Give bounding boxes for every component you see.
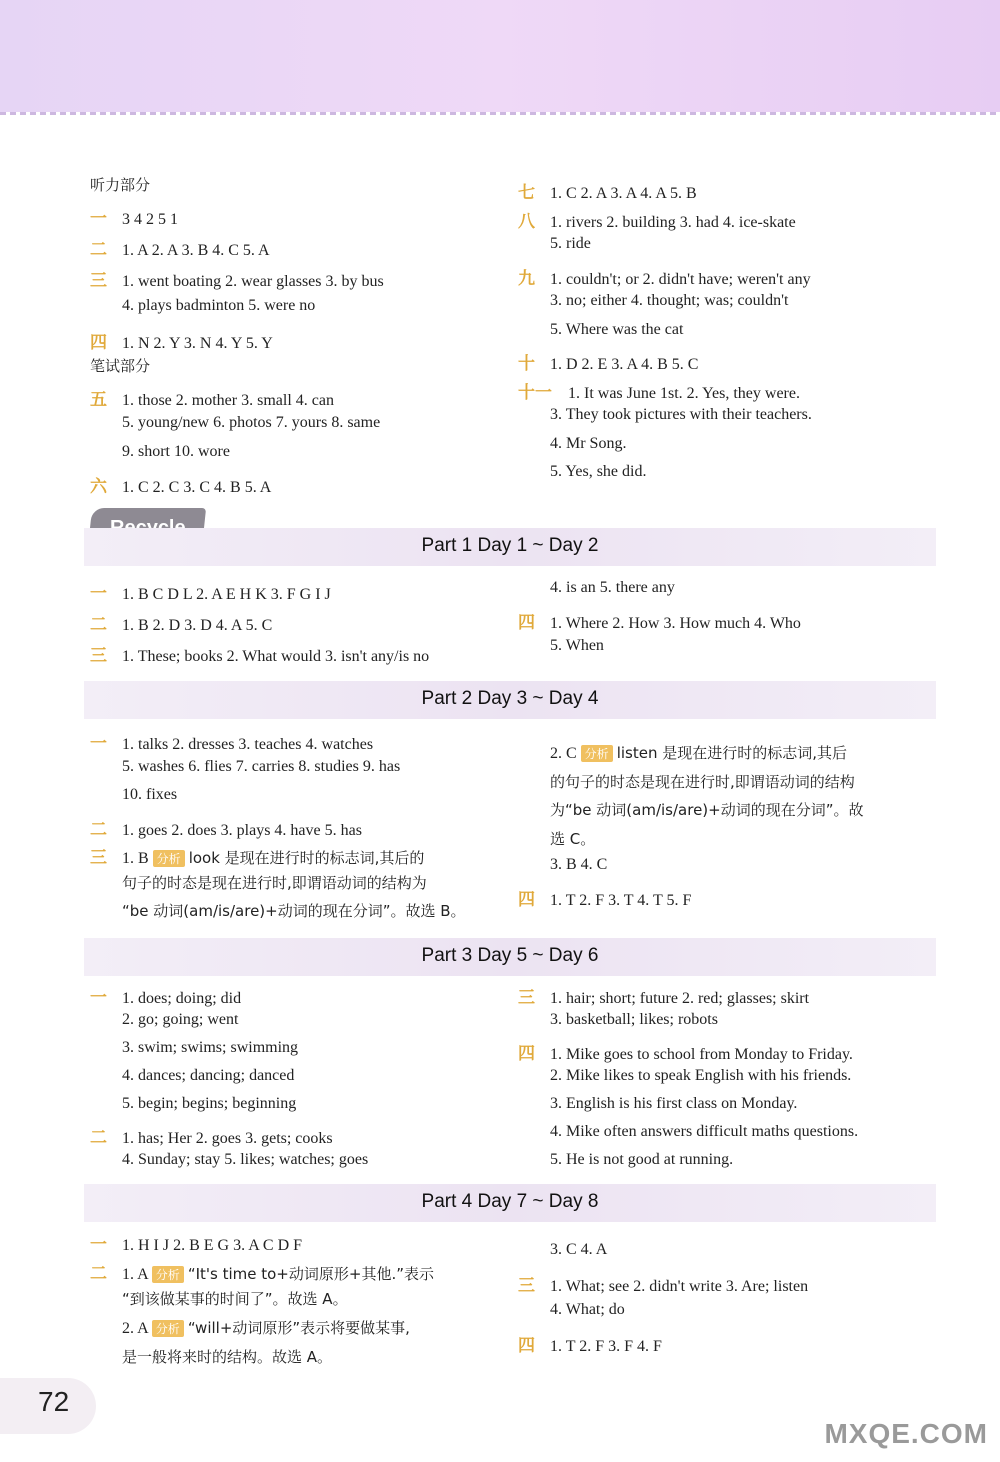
section-marker: 三 (90, 848, 107, 868)
answer-text: 4. Sunday; stay 5. likes; watches; goes (122, 1151, 369, 1168)
answer-text: 为“be 动词(am/is/are)+动词的现在分词”。故 (550, 801, 864, 819)
analysis-tag: 分析 (581, 745, 613, 762)
answer-line (90, 472, 271, 497)
listening-heading: 听力部分 (90, 176, 151, 194)
answer-text: “到该做某事的时间了”。故选 A。 (122, 1290, 348, 1308)
part2-title: Part 2 Day 3 ~ Day 4 (421, 688, 599, 709)
part4-bar (84, 1184, 936, 1222)
answer-text: “be 动词(am/is/are)+动词的现在分词”。故选 B。 (122, 902, 466, 920)
section-marker: 一 (90, 734, 107, 754)
answer-line (518, 1039, 853, 1064)
answer-line (518, 1067, 851, 1085)
section-marker: 十 (518, 354, 535, 374)
section-marker: 一 (90, 209, 107, 229)
answer-line (518, 1331, 662, 1356)
section-marker: 一 (90, 1235, 107, 1255)
answer-text: 1. A 2. A 3. B 4. C 5. A (122, 242, 270, 259)
answer-line (518, 435, 626, 453)
answer-line (518, 1301, 625, 1319)
answer-text: 3. English is his first class on Monday. (550, 1095, 798, 1112)
answer-text: 1. rivers 2. building 3. had 4. ice-skate (550, 213, 796, 231)
answer-text: 5. ride (550, 235, 591, 252)
answer-text: 5. washes 6. flies 7. carries 8. studies 9. has (122, 757, 401, 775)
analysis-tag: 分析 (152, 1266, 184, 1283)
answer-text: 5. When (550, 637, 604, 654)
answer-text: 10. fixes (122, 786, 178, 803)
answer-text: 3. basketball; likes; robots (550, 1011, 718, 1028)
answer-text: 1. A (122, 1266, 148, 1283)
answer-line (518, 1151, 733, 1169)
answer-text: 5. Where was the cat (550, 320, 684, 338)
answer-line (90, 1259, 434, 1284)
answer-text: 5. young/new 6. photos 7. yours 8. same (122, 414, 381, 431)
answer-text: 4. Mike often answers difficult maths questions. (550, 1123, 859, 1140)
answer-text: 4. dances; dancing; danced (122, 1067, 295, 1084)
answer-line (90, 266, 384, 291)
answer-line (518, 207, 796, 232)
answer-line (518, 1123, 858, 1141)
answer-line (90, 1230, 302, 1255)
answer-line (90, 843, 424, 868)
answer-text: 是一般将来时的结构。故选 A。 (122, 1348, 333, 1366)
section-marker: 三 (518, 1276, 535, 1296)
answer-text: 选 C。 (550, 829, 596, 848)
answer-text: 4. What; do (550, 1301, 625, 1318)
answer-text: 3. swim; swims; swimming (122, 1039, 299, 1056)
answer-line (90, 443, 230, 461)
answer-line (518, 1095, 797, 1113)
answer-text: 1. It was June 1st. 2. Yes, they were. (568, 384, 800, 402)
answer-text: 的句子的时态是现在进行时,即谓语动词的结构 (550, 772, 855, 791)
answer-line (518, 856, 607, 874)
answer-line (90, 610, 272, 635)
section-marker: 八 (518, 211, 535, 232)
answer-text: 1. B (122, 850, 149, 867)
answer-line (90, 729, 373, 754)
answer-text: 1. hair; short; future 2. red; glasses; skirt (550, 990, 810, 1007)
section-marker: 二 (90, 819, 107, 840)
answer-line (518, 321, 683, 339)
section-marker: 四 (518, 1044, 535, 1064)
part2-bar (84, 681, 936, 719)
answer-line (518, 264, 811, 289)
answer-line (90, 297, 315, 315)
analysis-tag: 分析 (153, 850, 185, 867)
answer-text: 2. Mike likes to speak English with his friends. (550, 1067, 852, 1084)
answer-text: 5. Yes, she did. (550, 463, 647, 480)
answer-text: 1. N 2. Y 3. N 4. Y 5. Y (122, 335, 273, 352)
answer-line (90, 1346, 332, 1367)
section-marker: 三 (518, 988, 535, 1008)
section-marker: 九 (518, 268, 535, 289)
answer-text: 9. short 10. wore (122, 443, 230, 460)
analysis-note: “It's time to+动词原形+其他.”表示 (187, 1265, 434, 1283)
answer-text: 1. Where 2. How 3. How much 4. Who (550, 615, 801, 632)
section-marker: 一 (90, 988, 107, 1008)
section-marker: 一 (90, 584, 107, 604)
part1-title: Part 1 Day 1 ~ Day 2 (421, 535, 599, 556)
section-marker: 四 (518, 889, 535, 910)
answer-line (90, 1288, 348, 1309)
answer-text: 1. H I J 2. B E G 3. A C D F (122, 1237, 303, 1254)
answer-text: 1. goes 2. does 3. plays 4. have 5. has (122, 821, 362, 839)
answer-line (518, 799, 864, 820)
section-marker: 二 (90, 615, 107, 635)
section-marker: 二 (90, 1128, 107, 1148)
answer-text: 1. does; doing; did (122, 990, 242, 1007)
answer-line (518, 579, 675, 597)
answer-text: 1. T 2. F 3. F 4. F (550, 1338, 662, 1355)
answer-line (518, 1241, 607, 1259)
answer-text: 1. talks 2. dresses 3. teaches 4. watches (122, 736, 374, 753)
answer-line (90, 758, 400, 776)
answer-line (518, 292, 788, 310)
answer-line (90, 1067, 294, 1085)
answer-line (90, 815, 362, 840)
answer-text: 3. They took pictures with their teachers. (550, 406, 812, 423)
answer-text: 2. go; going; went (122, 1011, 239, 1028)
answer-line (518, 378, 800, 403)
section-marker: 三 (90, 271, 107, 291)
section-marker: 十一 (518, 382, 552, 403)
section-marker: 四 (518, 1336, 535, 1356)
part4-title: Part 4 Day 7 ~ Day 8 (421, 1191, 599, 1212)
answer-text: 1. went boating 2. wear glasses 3. by bus (122, 273, 384, 290)
answer-line (90, 786, 177, 804)
answer-line (90, 328, 273, 353)
answer-line (90, 204, 178, 229)
answer-text: 5. begin; begins; beginning (122, 1095, 297, 1112)
answer-text: 3. no; either 4. thought; was; couldn't (550, 292, 789, 309)
part1-bar (84, 528, 936, 566)
answer-text: 4. is an 5. there any (550, 579, 675, 596)
answer-text: 1. B 2. D 3. D 4. A 5. C (122, 617, 273, 634)
answer-text: 1. B C D L 2. A E H K 3. F G I J (122, 586, 331, 603)
answer-text: 2. C (550, 745, 577, 762)
answer-line (90, 872, 427, 893)
answer-line (518, 983, 809, 1008)
section-marker: 四 (518, 613, 535, 633)
answer-text: 3. C 4. A (550, 1241, 608, 1258)
section-marker: 七 (518, 183, 535, 203)
answer-line (90, 235, 270, 260)
answer-line (518, 828, 595, 849)
answer-line (90, 579, 331, 604)
analysis-note: look 是现在进行时的标志词,其后的 (188, 849, 425, 867)
written-heading: 笔试部分 (90, 357, 151, 375)
answer-line (90, 641, 429, 666)
answer-line (518, 608, 801, 633)
answer-line (518, 771, 855, 792)
answer-line (90, 1039, 298, 1057)
section-marker: 六 (90, 477, 107, 497)
answer-text: 2. A (122, 1320, 148, 1337)
answer-text: 1. T 2. F 3. T 4. T 5. F (550, 891, 692, 909)
section-marker: 五 (90, 390, 107, 410)
answer-line (518, 742, 847, 763)
answer-line (518, 235, 591, 253)
answer-line (90, 983, 241, 1008)
answer-text: 3 4 2 5 1 (122, 211, 178, 228)
section-marker: 二 (90, 1264, 107, 1284)
answer-text: 1. What; see 2. didn't write 3. Are; listen (550, 1278, 809, 1295)
analysis-tag: 分析 (152, 1320, 184, 1337)
answer-line (90, 385, 334, 410)
answer-text: 5. He is not good at running. (550, 1151, 734, 1168)
answer-line (90, 1151, 368, 1169)
answer-line (90, 900, 466, 921)
answer-text: 1. those 2. mother 3. small 4. can (122, 392, 334, 409)
answer-text: 1. These; books 2. What would 3. isn't any/is no (122, 648, 430, 665)
part3-title: Part 3 Day 5 ~ Day 6 (421, 945, 599, 966)
part3-bar (84, 938, 936, 976)
section-marker: 二 (90, 240, 107, 260)
answer-text: 3. B 4. C (550, 856, 608, 873)
answer-line (90, 1123, 333, 1148)
answer-text: 句子的时态是现在进行时,即谓语动词的结构为 (122, 873, 427, 892)
answer-text: 1. C 2. A 3. A 4. A 5. B (550, 185, 697, 202)
answer-line (518, 349, 698, 374)
watermark: MXQE.COM (824, 1418, 988, 1449)
page-number: 72 (38, 1386, 70, 1417)
answer-line (518, 637, 604, 655)
answer-text: 1. Mike goes to school from Monday to Friday. (550, 1046, 853, 1063)
answer-text: 4. plays badminton 5. were no (122, 297, 316, 314)
answer-line (90, 1011, 238, 1029)
answer-line (90, 414, 380, 432)
header-band (0, 0, 1000, 112)
answer-line (90, 1317, 410, 1338)
section-marker: 四 (90, 333, 107, 353)
analysis-note: listen 是现在进行时的标志词,其后 (616, 744, 847, 762)
answer-text: 1. D 2. E 3. A 4. B 5. C (550, 356, 699, 373)
answer-line (518, 1271, 808, 1296)
answer-line (90, 1095, 296, 1113)
answer-line (518, 885, 691, 910)
answer-line (518, 406, 812, 424)
answer-line (518, 178, 697, 203)
analysis-note: “will+动词原形”表示将要做某事, (187, 1319, 410, 1337)
answer-text: 1. C 2. C 3. C 4. B 5. A (122, 479, 272, 496)
answer-line (518, 463, 646, 481)
answer-text: 1. has; Her 2. goes 3. gets; cooks (122, 1130, 333, 1147)
answer-line (518, 1011, 718, 1029)
page-number-badge (0, 1378, 96, 1434)
answer-text: 4. Mr Song. (550, 434, 627, 452)
answer-text: 1. couldn't; or 2. didn't have; weren't any (550, 270, 811, 288)
section-marker: 三 (90, 646, 107, 666)
